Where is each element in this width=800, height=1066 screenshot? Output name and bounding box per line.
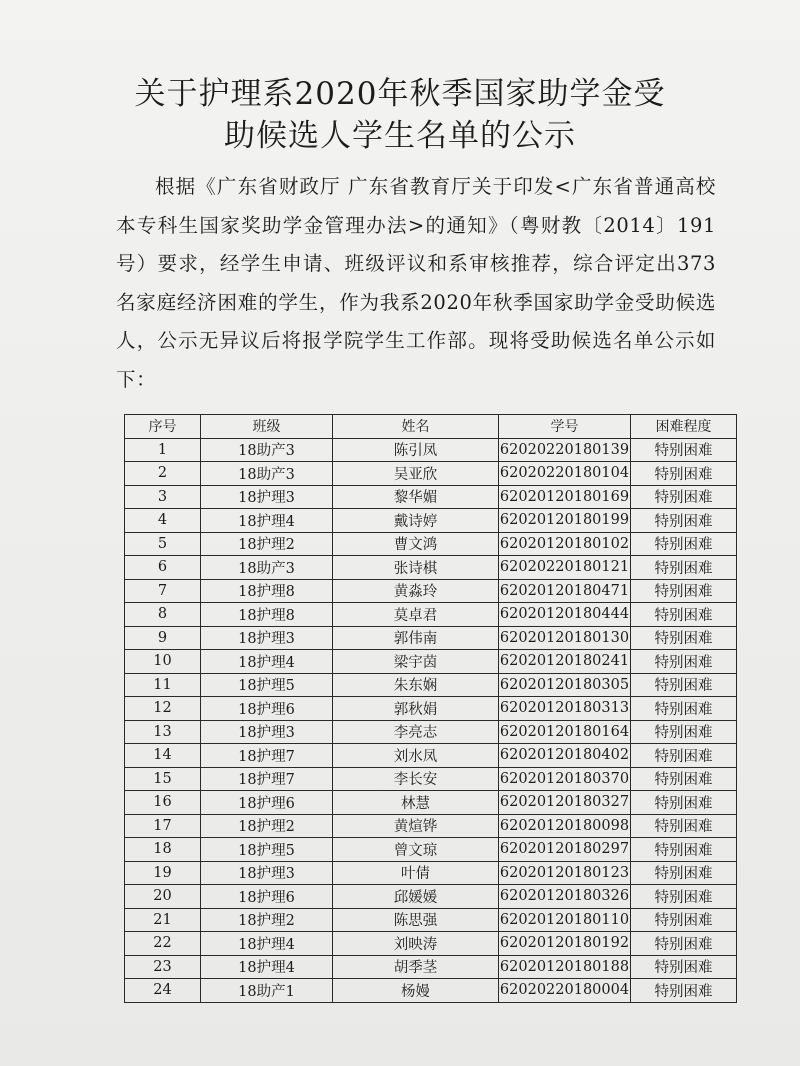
- cell-student-id: 62020120180327: [499, 791, 631, 815]
- cell-name: 郭秋娟: [333, 697, 499, 721]
- cell-class: 18护理7: [201, 744, 333, 768]
- table-row: [125, 509, 737, 533]
- cell-class: 18助产3: [201, 556, 333, 580]
- cell-name: 张诗棋: [333, 556, 499, 580]
- table-row: [125, 697, 737, 721]
- header-class: 班级: [201, 415, 333, 439]
- table-row: [125, 626, 737, 650]
- cell-difficulty: 特别困难: [631, 908, 737, 932]
- header-student-id: 学号: [499, 415, 631, 439]
- cell-name: 黄煊铧: [333, 814, 499, 838]
- cell-name: 刘映涛: [333, 932, 499, 956]
- cell-index: 9: [125, 626, 201, 650]
- table-row: [125, 462, 737, 486]
- cell-student-id: 62020120180297: [499, 838, 631, 862]
- cell-difficulty: 特别困难: [631, 626, 737, 650]
- cell-class: 18护理3: [201, 720, 333, 744]
- table-row: [125, 838, 737, 862]
- cell-index: 24: [125, 979, 201, 1003]
- table-row: [125, 532, 737, 556]
- cell-student-id: 62020120180102: [499, 532, 631, 556]
- cell-student-id: 62020120180188: [499, 955, 631, 979]
- cell-student-id: 62020120180130: [499, 626, 631, 650]
- cell-class: 18护理5: [201, 673, 333, 697]
- cell-difficulty: 特别困难: [631, 650, 737, 674]
- cell-class: 18护理4: [201, 650, 333, 674]
- cell-name: 郭伟南: [333, 626, 499, 650]
- cell-class: 18护理2: [201, 908, 333, 932]
- cell-index: 6: [125, 556, 201, 580]
- table-row: [125, 650, 737, 674]
- cell-name: 刘水凤: [333, 744, 499, 768]
- cell-name: 吴亚欣: [333, 462, 499, 486]
- cell-difficulty: 特别困难: [631, 532, 737, 556]
- cell-name: 胡季茎: [333, 955, 499, 979]
- cell-difficulty: 特别困难: [631, 838, 737, 862]
- cell-difficulty: 特别困难: [631, 767, 737, 791]
- cell-difficulty: 特别困难: [631, 720, 737, 744]
- cell-index: 4: [125, 509, 201, 533]
- cell-difficulty: 特别困难: [631, 791, 737, 815]
- candidate-table: [124, 414, 737, 1003]
- cell-index: 18: [125, 838, 201, 862]
- cell-index: 17: [125, 814, 201, 838]
- cell-student-id: 62020120180402: [499, 744, 631, 768]
- cell-index: 13: [125, 720, 201, 744]
- cell-index: 11: [125, 673, 201, 697]
- cell-name: 李长安: [333, 767, 499, 791]
- cell-index: 2: [125, 462, 201, 486]
- cell-name: 莫卓君: [333, 603, 499, 627]
- cell-index: 1: [125, 438, 201, 462]
- table-row: [125, 720, 737, 744]
- table-row: [125, 579, 737, 603]
- cell-difficulty: 特别困难: [631, 485, 737, 509]
- cell-index: 16: [125, 791, 201, 815]
- cell-student-id: 62020120180326: [499, 885, 631, 909]
- cell-name: 朱东娴: [333, 673, 499, 697]
- cell-difficulty: 特别困难: [631, 697, 737, 721]
- cell-student-id: 62020120180110: [499, 908, 631, 932]
- cell-index: 5: [125, 532, 201, 556]
- cell-index: 20: [125, 885, 201, 909]
- cell-name: 林慧: [333, 791, 499, 815]
- table-row: [125, 861, 737, 885]
- cell-student-id: 62020220180004: [499, 979, 631, 1003]
- table-row: [125, 744, 737, 768]
- table-row: [125, 908, 737, 932]
- cell-class: 18护理4: [201, 509, 333, 533]
- cell-name: 陈引凤: [333, 438, 499, 462]
- cell-index: 21: [125, 908, 201, 932]
- table-header-row: [125, 415, 737, 439]
- cell-class: 18护理8: [201, 603, 333, 627]
- cell-class: 18护理2: [201, 814, 333, 838]
- cell-difficulty: 特别困难: [631, 861, 737, 885]
- table-row: [125, 673, 737, 697]
- cell-difficulty: 特别困难: [631, 462, 737, 486]
- cell-name: 黎华媚: [333, 485, 499, 509]
- table-row: [125, 556, 737, 580]
- cell-class: 18助产1: [201, 979, 333, 1003]
- cell-index: 14: [125, 744, 201, 768]
- cell-student-id: 62020220180121: [499, 556, 631, 580]
- cell-name: 邱媛媛: [333, 885, 499, 909]
- cell-name: 曹文鸿: [333, 532, 499, 556]
- notice-title-line-2: 助候选人学生名单的公示: [224, 118, 576, 154]
- cell-index: 19: [125, 861, 201, 885]
- cell-index: 7: [125, 579, 201, 603]
- cell-class: 18护理6: [201, 885, 333, 909]
- cell-difficulty: 特别困难: [631, 979, 737, 1003]
- cell-difficulty: 特别困难: [631, 603, 737, 627]
- cell-index: 10: [125, 650, 201, 674]
- cell-name: 杨嫚: [333, 979, 499, 1003]
- cell-student-id: 62020120180192: [499, 932, 631, 956]
- cell-student-id: 62020120180370: [499, 767, 631, 791]
- cell-difficulty: 特别困难: [631, 885, 737, 909]
- cell-name: 戴诗婷: [333, 509, 499, 533]
- cell-class: 18护理5: [201, 838, 333, 862]
- header-name: 姓名: [333, 415, 499, 439]
- cell-class: 18护理4: [201, 932, 333, 956]
- cell-index: 23: [125, 955, 201, 979]
- table-row: [125, 438, 737, 462]
- cell-student-id: 62020120180164: [499, 720, 631, 744]
- cell-index: 3: [125, 485, 201, 509]
- cell-class: 18护理3: [201, 485, 333, 509]
- header-index: 序号: [125, 415, 201, 439]
- table-body: [125, 438, 737, 1002]
- cell-student-id: 62020120180313: [499, 697, 631, 721]
- notice-title-line-1: 关于护理系2020年秋季国家助学金受: [134, 76, 666, 112]
- cell-student-id: 62020120180471: [499, 579, 631, 603]
- cell-index: 15: [125, 767, 201, 791]
- cell-difficulty: 特别困难: [631, 814, 737, 838]
- header-difficulty: 困难程度: [631, 415, 737, 439]
- cell-index: 12: [125, 697, 201, 721]
- cell-name: 叶倩: [333, 861, 499, 885]
- cell-student-id: 62020120180241: [499, 650, 631, 674]
- cell-difficulty: 特别困难: [631, 438, 737, 462]
- table-row: [125, 791, 737, 815]
- cell-student-id: 62020120180305: [499, 673, 631, 697]
- table-row: [125, 932, 737, 956]
- cell-student-id: 62020120180199: [499, 509, 631, 533]
- cell-class: 18护理7: [201, 767, 333, 791]
- cell-class: 18护理2: [201, 532, 333, 556]
- cell-class: 18助产3: [201, 462, 333, 486]
- cell-class: 18护理3: [201, 861, 333, 885]
- table-row: [125, 603, 737, 627]
- cell-name: 黄淼玲: [333, 579, 499, 603]
- notice-paragraph: 根据《广东省财政厅 广东省教育厅关于印发<广东省普通高校本专科生国家奖助学金管理办法>的通知》（粤财教〔2014〕191号）要求，经学生申请、班级评议和系审核推荐，综合评定出373名家庭经济困难的学生，作为我系2020年秋季国家助学金受助候选人，公示无异议后将报学院学生工作部。现将受助候选名单公示如下：: [116, 175, 716, 391]
- cell-student-id: 62020220180104: [499, 462, 631, 486]
- table-row: [125, 885, 737, 909]
- cell-difficulty: 特别困难: [631, 579, 737, 603]
- cell-index: 8: [125, 603, 201, 627]
- cell-class: 18助产3: [201, 438, 333, 462]
- table-row: [125, 767, 737, 791]
- table-row: [125, 485, 737, 509]
- cell-name: 陈思强: [333, 908, 499, 932]
- cell-student-id: 62020220180139: [499, 438, 631, 462]
- cell-difficulty: 特别困难: [631, 744, 737, 768]
- cell-difficulty: 特别困难: [631, 955, 737, 979]
- cell-name: 李亮志: [333, 720, 499, 744]
- cell-name: 梁宇茵: [333, 650, 499, 674]
- cell-class: 18护理6: [201, 791, 333, 815]
- cell-index: 22: [125, 932, 201, 956]
- cell-difficulty: 特别困难: [631, 932, 737, 956]
- cell-student-id: 62020120180098: [499, 814, 631, 838]
- cell-student-id: 62020120180123: [499, 861, 631, 885]
- cell-difficulty: 特别困难: [631, 556, 737, 580]
- cell-class: 18护理4: [201, 955, 333, 979]
- cell-student-id: 62020120180169: [499, 485, 631, 509]
- table-row: [125, 979, 737, 1003]
- cell-class: 18护理3: [201, 626, 333, 650]
- cell-difficulty: 特别困难: [631, 673, 737, 697]
- table-row: [125, 814, 737, 838]
- cell-class: 18护理8: [201, 579, 333, 603]
- cell-student-id: 62020120180444: [499, 603, 631, 627]
- cell-difficulty: 特别困难: [631, 509, 737, 533]
- cell-name: 曾文琼: [333, 838, 499, 862]
- cell-class: 18护理6: [201, 697, 333, 721]
- table-row: [125, 955, 737, 979]
